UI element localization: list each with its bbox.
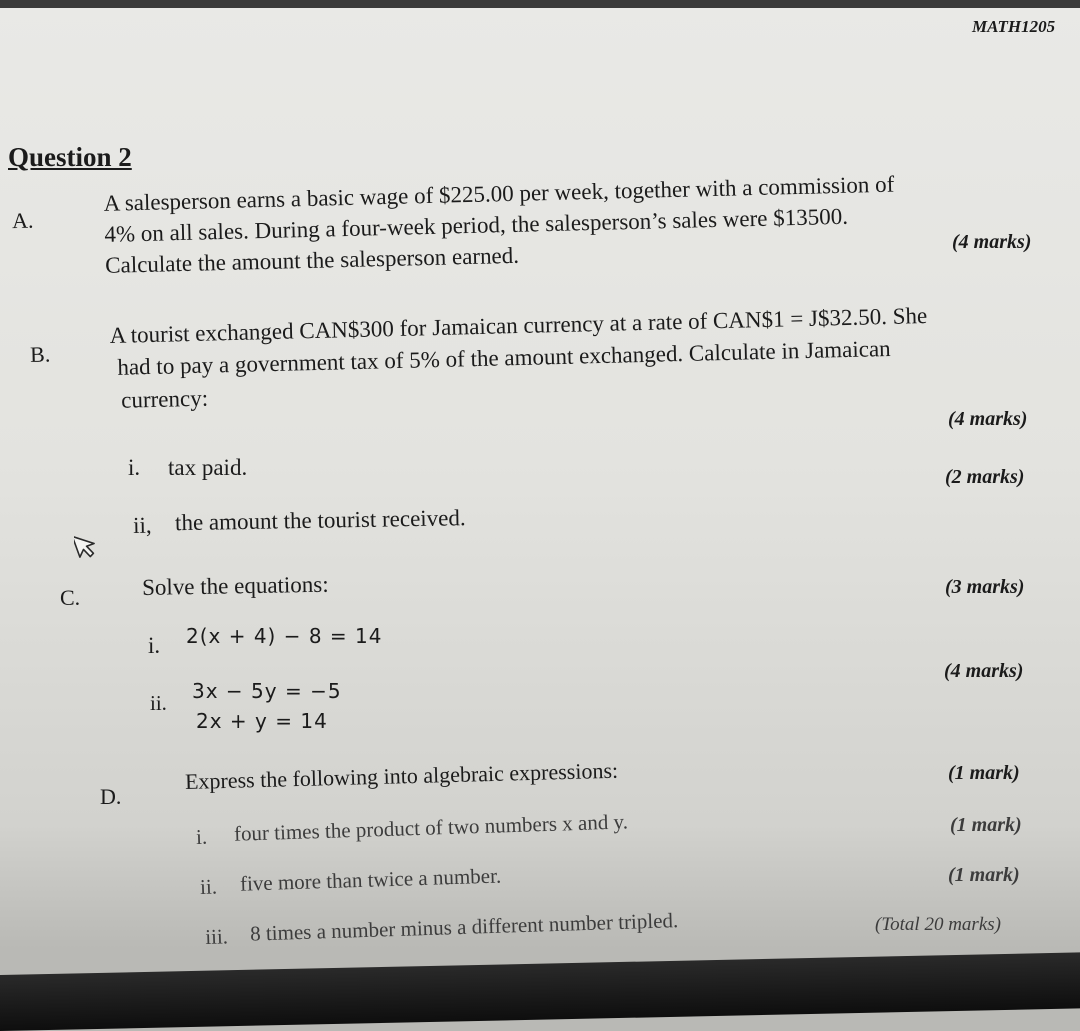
monitor-bezel-top [0, 0, 1080, 8]
part-d-ii-text: five more than twice a number. [239, 863, 502, 896]
part-a-label: A. [11, 207, 34, 234]
part-c-prompt: Solve the equations: [141, 571, 329, 600]
part-d-ii-marks: (1 mark) [950, 814, 1022, 836]
part-a-line-2: 4% on all sales. During a four-week period, the salesperson’s sales were $13500. [104, 203, 849, 247]
part-b-line-2: had to pay a government tax of 5% of the amount exchanged. Calculate in Jamaican [117, 335, 891, 380]
part-c-ii-marks: (4 marks) [944, 660, 1024, 682]
part-b-i-number: i. [128, 455, 141, 480]
part-b-label: B. [29, 341, 51, 367]
part-c-ii-equation-2: 2x + y = 14 [196, 709, 328, 733]
part-a-line-1: A salesperson earns a basic wage of $225.00 per week, together with a commission of [103, 171, 895, 216]
part-c-i-number: i. [148, 633, 161, 658]
part-c-i-marks: (3 marks) [945, 576, 1025, 598]
part-c-label: C. [60, 585, 81, 610]
part-c-ii-equation-1: 3x − 5y = −5 [192, 679, 342, 703]
part-b-line-3: currency: [120, 385, 209, 413]
part-a-line-3: Calculate the amount the salesperson earned. [104, 242, 520, 278]
question-title: Question 2 [8, 142, 132, 172]
part-d-i-text: four times the product of two numbers x and y. [233, 809, 629, 846]
part-d-label: D. [100, 784, 122, 809]
part-d-iii-text: 8 times a number minus a different number tripled. [249, 908, 679, 946]
total-marks: (Total 20 marks) [875, 914, 1001, 935]
part-b-ii-number: ii, [132, 512, 152, 538]
part-b-ii-marks: (2 marks) [945, 466, 1025, 488]
part-c-i-equation: 2(x + 4) − 8 = 14 [186, 624, 383, 648]
course-code: MATH1205 [972, 17, 1056, 36]
part-b-i-text: tax paid. [168, 455, 248, 480]
part-d-ii-number: ii. [199, 874, 218, 899]
part-c-ii-number: ii. [150, 691, 167, 715]
part-d-prompt: Express the following into algebraic expressions: [184, 757, 619, 794]
part-a-marks: (4 marks) [952, 231, 1032, 253]
part-d-i-marks: (1 mark) [948, 762, 1020, 784]
part-d-iii-number: iii. [204, 924, 229, 949]
part-b-ii-text: the amount the tourist received. [174, 505, 466, 536]
mouse-pointer-icon [74, 531, 100, 561]
part-d-iii-marks: (1 mark) [948, 864, 1020, 886]
part-b-i-marks: (4 marks) [948, 408, 1028, 430]
part-d-i-number: i. [195, 824, 208, 849]
part-b-line-1: A tourist exchanged CAN$300 for Jamaican currency at a rate of CAN$1 = J$32.50. She [109, 303, 928, 349]
